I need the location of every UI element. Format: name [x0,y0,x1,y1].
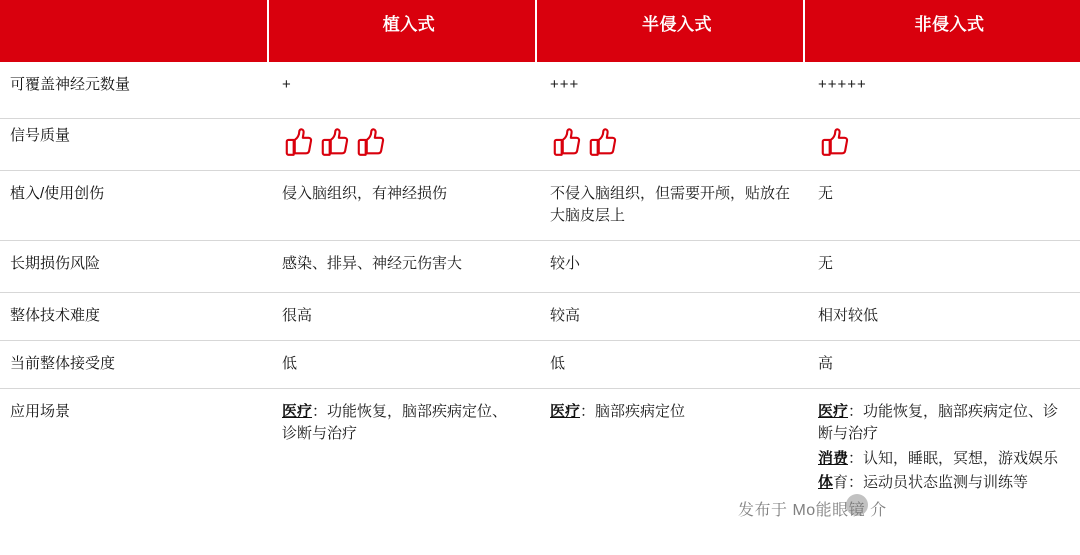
table-header-row [0,0,1080,62]
row-label: 应用场景 [10,402,71,420]
scene-line [550,401,790,424]
thumbs-up-group [282,125,522,159]
scene-term: 医疗 [282,402,313,420]
row-cell: 低 [536,340,804,388]
scene-description: ：功能恢复，脑部疾病定位、诊断与治疗 [282,402,508,442]
scene-line [818,448,1066,471]
row-cell: 相对较低 [804,292,1080,340]
thumbs-up-icon [586,125,620,159]
row-cell: 无 [804,240,1080,292]
scene-line [818,472,1066,495]
thumbs-up-icon [318,125,352,159]
row-cell [804,388,1080,538]
row-label: 整体技术难度 [0,292,268,340]
scene-description: ：认知，睡眠，冥想，游戏娱乐 [848,449,1059,467]
scene-line [282,401,522,446]
row-cell: + [268,62,536,118]
scene-description: ：功能恢复，脑部疾病定位、诊断与治疗 [818,402,1059,442]
row-label: 植入/使用创伤 [0,170,268,240]
row-cell: 感染、排异、神经元伤害大 [268,240,536,292]
row-cell: 不侵入脑组织，但需要开颅，贴放在大脑皮层上 [536,170,804,240]
watermark-logo [846,494,868,516]
row-cell: 较高 [536,292,804,340]
scene-content [818,401,1066,495]
table-row [0,170,1080,240]
table-row [0,340,1080,388]
thumbs-up-group [818,125,1066,159]
row-cell: 无 [804,170,1080,240]
row-cell [536,388,804,538]
header-cell-implanted [268,0,536,62]
header-cell-non-invasive [804,0,1080,62]
row-cell: +++ [536,62,804,118]
watermark-text: 发布于 Mo能眼镜 介 [738,502,887,519]
thumbs-up-icon [282,125,316,159]
row-cell: 很高 [268,292,536,340]
header-cell-semi-invasive [536,0,804,62]
thumbs-up-icon [818,125,852,159]
scene-description: 育：运动员状态监测与训练等 [833,474,1029,491]
thumbs-up-group [550,125,790,159]
scene-content [282,401,522,446]
table-row [0,240,1080,292]
table-row [0,292,1080,340]
row-cell [268,388,536,538]
row-cell [268,118,536,170]
table-row [0,62,1080,118]
header-label-blank [0,0,267,10]
row-cell: 高 [804,340,1080,388]
header-cell-blank [0,0,268,62]
row-cell [804,118,1080,170]
scene-term: 医疗 [818,402,849,420]
thumbs-up-icon [354,125,388,159]
row-cell: 较小 [536,240,804,292]
row-label: 可覆盖神经元数量 [0,62,268,118]
scene-description: ：脑部疾病定位 [580,402,686,420]
thumbs-up-icon [550,125,584,159]
scene-content [550,401,790,424]
row-label: 长期损伤风险 [0,240,268,292]
scene-term: 体 [818,474,834,491]
header-label-semi-invasive: 半侵入式 [642,15,712,34]
row-cell: 侵入脑组织，有神经损伤 [268,170,536,240]
table-row-application-scenarios [0,388,1080,538]
row-cell: 低 [268,340,536,388]
table-row [0,118,1080,170]
row-cell [536,118,804,170]
scene-line [818,401,1066,446]
header-label-non-invasive: 非侵入式 [914,15,985,34]
scene-term: 消费 [818,449,849,467]
row-label: 信号质量 [0,118,268,170]
header-label-implanted: 植入式 [382,15,436,34]
row-label: 当前整体接受度 [0,340,268,388]
row-cell: +++++ [804,62,1080,118]
scene-term: 医疗 [550,402,581,420]
